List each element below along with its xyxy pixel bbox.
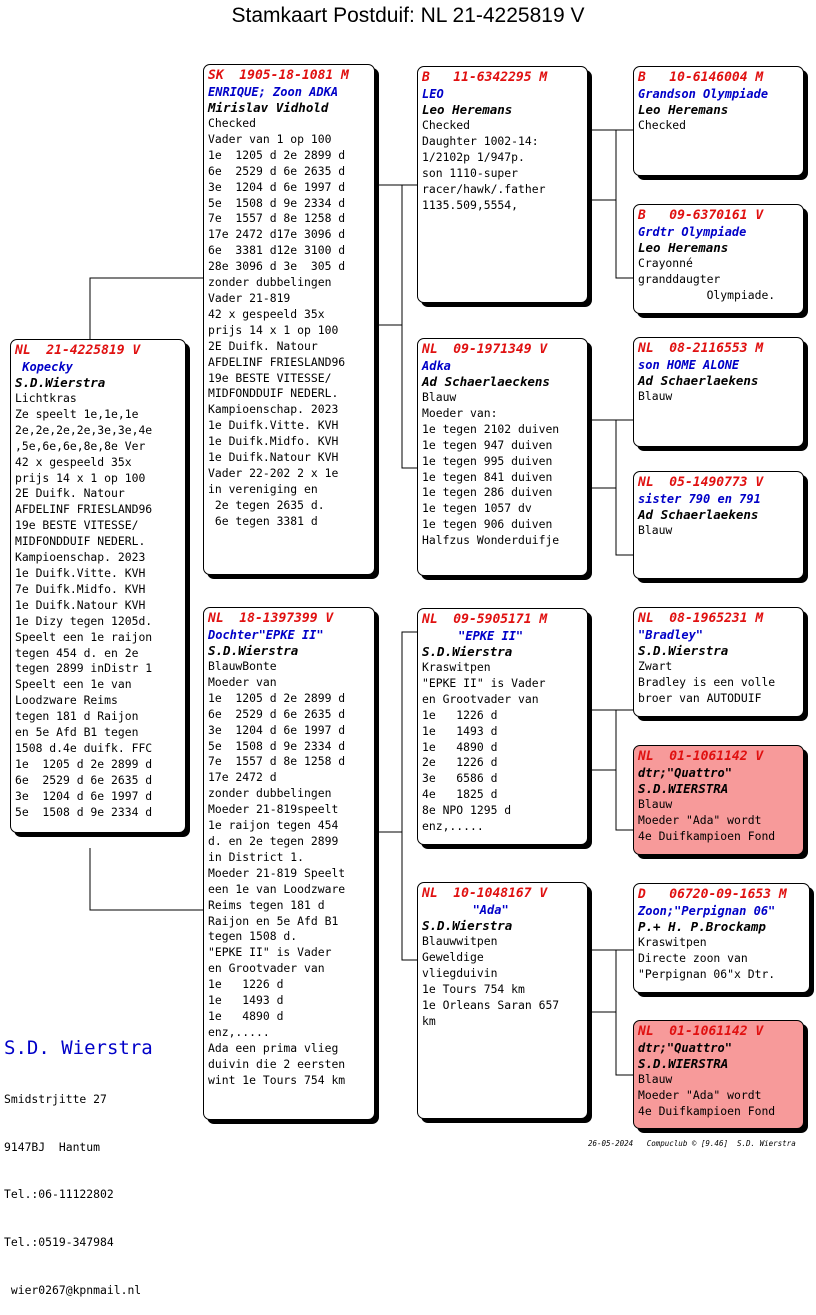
info-line: Blauw (422, 390, 457, 404)
phone-landline: Tel.:0519-347984 (4, 1234, 114, 1249)
info-line: 6e 2529 d 6e 2635 d (15, 772, 153, 787)
owner-name: S.D.WIERSTRA (638, 781, 729, 796)
info-line: Checked (638, 118, 687, 132)
info-line: 1e 1226 d (422, 707, 498, 722)
info-line: Lichtkras (15, 391, 77, 405)
info-line: 2E Duifk. Natour (208, 338, 318, 353)
pigeon-name: Zoon;"Perpignan 06" (638, 904, 776, 918)
ring-number: NL 10-1048167 V (422, 886, 548, 901)
info-line: ,5e,6e,6e,8e,8e Ver (15, 438, 146, 453)
info-line: Moeder 21-819speelt (208, 802, 339, 817)
info-line: 3e 1204 d 6e 1997 d (208, 722, 346, 737)
info-line: 6e tegen 3381 d (208, 513, 318, 528)
info-line: Vader 22-202 2 x 1e (208, 465, 339, 480)
info-line: Kampioenschap. 2023 (208, 402, 339, 417)
pedigree-card-dam-sire (417, 608, 588, 845)
info-line: tegen 2899 inDistr 1 (15, 661, 153, 676)
info-line: Loodzware Reims (15, 693, 118, 708)
info-line: 1e 1226 d (208, 977, 284, 992)
pedigree-card-dam-sire-dam (633, 745, 804, 855)
ring-number: NL 01-1061142 V (638, 1024, 764, 1039)
info-line: 1e 1493 d (422, 723, 498, 738)
ring-number: NL 21-4225819 V (15, 343, 141, 358)
info-line: 2e 1226 d (422, 755, 498, 770)
pedigree-card-sire (203, 64, 375, 575)
pigeon-name: Kopecky (15, 360, 73, 374)
info-line: Blauwwitpen (422, 934, 498, 948)
info-line: 3e 1204 d 6e 1997 d (208, 179, 346, 194)
info-line: tegen 454 d. en 2e (15, 645, 139, 660)
owner-name: Mirislav Vidhold (208, 100, 329, 115)
info-line: Ze speelt 1e,1e,1e (15, 406, 139, 421)
info-line: broer van AUTODUIF (638, 690, 762, 705)
pigeon-name: "Bradley" (638, 628, 704, 642)
info-line: 1e raijon tegen 454 (208, 818, 339, 833)
pedigree-card-sire-dam-sire (633, 337, 804, 447)
owner-name: Leo Heremans (638, 240, 729, 255)
info-line: 1e tegen 906 duiven (422, 517, 553, 532)
info-line: Moeder van: (422, 405, 498, 420)
info-line: "EPKE II" is Vader (208, 945, 332, 960)
info-line: Blauw (638, 523, 673, 537)
info-line: 5e 1508 d 9e 2334 d (208, 195, 346, 210)
pigeon-name: ENRIQUE; Zoon ADKA (208, 85, 339, 99)
info-line: zonder dubbelingen (208, 786, 332, 801)
info-line: 19e BESTE VITESSE/ (208, 370, 332, 385)
info-line: en Grootvader van (208, 961, 325, 976)
ring-number: B 10-6146004 M (638, 70, 764, 85)
ring-number: SK 1905-18-1081 M (208, 68, 349, 83)
info-line: son 1110-super (422, 165, 519, 180)
ring-number: D 06720-09-1653 M (638, 887, 787, 902)
info-line: 4e Duifkampioen Fond (638, 828, 776, 843)
info-line: 3e 6586 d (422, 771, 498, 786)
info-line: 1e Dizy tegen 1205d. (15, 613, 153, 628)
ring-number: NL 01-1061142 V (638, 749, 764, 764)
owner-name: Ad Schaerlaeckens (422, 374, 550, 389)
pigeon-name: son HOME ALONE (638, 358, 740, 372)
info-line: Kampioenschap. 2023 (15, 550, 146, 565)
breeder-name: S.D. Wierstra (4, 1037, 153, 1059)
info-line: Blauw (638, 797, 673, 811)
info-line: 1e 4890 d (208, 1008, 284, 1023)
info-line: 1508 d.4e duifk. FFC (15, 740, 153, 755)
address-city: 9147BJ Hantum (4, 1139, 101, 1154)
pigeon-name: Grandson Olympiade (638, 87, 769, 101)
pigeon-name: sister 790 en 791 (638, 492, 761, 506)
info-line: AFDELINF FRIESLAND96 (208, 354, 346, 369)
owner-name: S.D.WIERSTRA (638, 1056, 729, 1071)
pigeon-name: Dochter"EPKE II" (208, 628, 324, 642)
info-line: Checked (208, 116, 257, 130)
address-street: Smidstrjitte 27 (4, 1091, 107, 1106)
info-line: 1e 1205 d 2e 2899 d (208, 690, 346, 705)
ring-number: NL 09-5905171 M (422, 612, 548, 627)
info-line: enz,..... (208, 1024, 270, 1039)
info-line: d. en 2e tegen 2899 (208, 833, 339, 848)
info-line: 1e tegen 995 duiven (422, 453, 553, 468)
info-line: Blauw (638, 389, 673, 403)
info-line: prijs 14 x 1 op 100 (208, 322, 339, 337)
info-line: Moeder "Ada" wordt (638, 812, 762, 827)
info-line: duivin die 2 eersten (208, 1056, 346, 1071)
owner-name: S.D.Wierstra (422, 644, 513, 659)
info-line: Raijon en 5e Afd B1 (208, 913, 339, 928)
info-line: 1e Duifk.Vitte. KVH (208, 418, 339, 433)
info-line: 3e 1204 d 6e 1997 d (15, 788, 153, 803)
info-line: "EPKE II" is Vader (422, 675, 546, 690)
info-line: wint 1e Tours 754 km (208, 1072, 346, 1087)
info-line: Blauw (638, 1072, 673, 1086)
owner-name: S.D.Wierstra (15, 375, 106, 390)
card-lines (422, 660, 583, 835)
owner-name: S.D.Wierstra (208, 643, 299, 658)
info-line: prijs 14 x 1 op 100 (15, 470, 146, 485)
info-line: 1135.509,5554, (422, 197, 519, 212)
email-address[interactable]: wier0267@kpnmail.nl (4, 1282, 142, 1297)
owner-name: Leo Heremans (638, 102, 729, 117)
info-line: Zwart (638, 659, 673, 673)
pedigree-card-sire-dam-dam (633, 471, 804, 579)
card-lines (422, 118, 583, 213)
info-line: 1e tegen 286 duiven (422, 485, 553, 500)
info-line: 1e Duifk.Midfo. KVH (208, 434, 339, 449)
info-line: 1e Orleans Saran 657 (422, 997, 560, 1012)
info-line: Speelt een 1e van (15, 677, 132, 692)
pedigree-card-dam-dam-dam (633, 1020, 804, 1129)
pedigree-card-dam-sire-sire (633, 607, 804, 717)
info-line: zonder dubbelingen (208, 275, 332, 290)
info-line: 4e 1825 d (422, 787, 498, 802)
info-line: Kraswitpen (422, 660, 491, 674)
pedigree-card-dam-dam-sire (633, 883, 810, 993)
pigeon-name: dtr;"Quattro" (638, 766, 732, 780)
info-line: en Grootvader van (422, 691, 539, 706)
info-line: Speelt een 1e raijon (15, 629, 153, 644)
info-line: 2E Duifk. Natour (15, 486, 125, 501)
owner-name: Ad Schaerlaekens (638, 373, 759, 388)
ring-number: NL 08-2116553 M (638, 341, 764, 356)
info-line: Directe zoon van (638, 950, 748, 965)
info-line: Reims tegen 181 d (208, 897, 325, 912)
pedigree-card-dam-dam (417, 882, 588, 1119)
ring-number: NL 09-1971349 V (422, 342, 548, 357)
info-line: 1e tegen 2102 duiven (422, 421, 560, 436)
info-line: Bradley is een volle (638, 674, 776, 689)
ring-number: NL 08-1965231 M (638, 611, 764, 626)
card-lines (422, 934, 583, 1029)
owner-name: S.D.Wierstra (422, 918, 513, 933)
pedigree-card-dam (203, 607, 375, 1120)
info-line: 1e tegen 841 duiven (422, 469, 553, 484)
pigeon-name: LEO (422, 87, 444, 101)
info-line: 1e 4890 d (422, 739, 498, 754)
breeder-contact (4, 1060, 141, 1315)
info-line: 1e 1493 d (208, 993, 284, 1008)
info-line: enz,..... (422, 819, 484, 834)
info-line: Checked (422, 118, 471, 132)
info-line: AFDELINF FRIESLAND96 (15, 502, 153, 517)
owner-name: Leo Heremans (422, 102, 513, 117)
ring-number: B 09-6370161 V (638, 208, 764, 223)
info-line: Moeder 21-819 Speelt (208, 865, 346, 880)
info-line: km (422, 1013, 436, 1028)
pigeon-name: Grdtr Olympiade (638, 225, 747, 239)
info-line: Moeder van (208, 674, 277, 689)
pigeon-name: dtr;"Quattro" (638, 1041, 732, 1055)
info-line: 6e 2529 d 6e 2635 d (208, 706, 346, 721)
info-line: 17e 2472 d (208, 770, 277, 785)
info-line: BlauwBonte (208, 659, 277, 673)
info-line: tegen 181 d Raijon (15, 709, 139, 724)
info-line: Halfzus Wonderduifje (422, 533, 560, 548)
info-line: in vereniging en (208, 481, 318, 496)
info-line: 1e tegen 947 duiven (422, 437, 553, 452)
info-line: 2e,2e,2e,2e,3e,3e,4e (15, 422, 153, 437)
info-line: 6e 2529 d 6e 2635 d (208, 163, 346, 178)
ring-number: B 11-6342295 M (422, 70, 548, 85)
info-line: 19e BESTE VITESSE/ (15, 518, 139, 533)
info-line: Moeder "Ada" wordt (638, 1087, 762, 1102)
info-line: 1e Duifk.Natour KVH (208, 450, 339, 465)
pedigree-card-sire-sire-sire (633, 66, 804, 176)
info-line: 5e 1508 d 9e 2334 d (15, 804, 153, 819)
info-line: 1e tegen 1057 dv (422, 501, 532, 516)
info-line: en 5e Afd B1 tegen (15, 725, 139, 740)
info-line: 1e 1205 d 2e 2899 d (15, 756, 153, 771)
info-line: MIDFONDDUIF NEDERL. (15, 534, 146, 549)
info-line: 7e Duifk.Midfo. KVH (15, 581, 146, 596)
info-line: Vader 21-819 (208, 290, 291, 305)
info-line: 5e 1508 d 9e 2334 d (208, 738, 346, 753)
info-line: Daughter 1002-14: (422, 133, 539, 148)
info-line: 8e NPO 1295 d (422, 803, 512, 818)
info-line: Geweldige (422, 949, 484, 964)
card-lines (422, 390, 583, 549)
info-line: MIDFONDDUIF NEDERL. (208, 386, 339, 401)
info-line: 7e 1557 d 8e 1258 d (208, 754, 346, 769)
info-line: Olympiade. (638, 287, 776, 302)
info-line: 6e 3381 d12e 3100 d (208, 243, 346, 258)
info-line: 1e Duifk.Natour KVH (15, 597, 146, 612)
owner-name: Ad Schaerlaekens (638, 507, 759, 522)
info-line: Crayonné (638, 256, 693, 270)
info-line: 42 x gespeeld 35x (15, 454, 132, 469)
owner-name: P.+ H. P.Brockamp (638, 919, 766, 934)
page-title: Stamkaart Postduif: NL 21-4225819 V (231, 4, 585, 27)
pedigree-card-sire-sire (417, 66, 588, 303)
info-line: 7e 1557 d 8e 1258 d (208, 211, 346, 226)
pigeon-name: "EPKE II" (422, 629, 524, 643)
info-line: Vader van 1 op 100 (208, 131, 332, 146)
pigeon-name: Adka (422, 359, 451, 373)
pedigree-card-sire-dam (417, 338, 588, 576)
print-stamp: 26-05-2024 Compuclub © [9.46] S.D. Wierstra (588, 1139, 796, 1148)
pedigree-card-main (10, 339, 186, 833)
card-lines (208, 116, 370, 530)
owner-name: S.D.Wierstra (638, 643, 729, 658)
info-line: 1/2102p 1/947p. (422, 149, 525, 164)
info-line: "Perpignan 06"x Dtr. (638, 966, 776, 981)
info-line: 1e 1205 d 2e 2899 d (208, 147, 346, 162)
info-line: 1e Tours 754 km (422, 981, 525, 996)
info-line: racer/hawk/.father (422, 181, 546, 196)
info-line: 1e Duifk.Vitte. KVH (15, 565, 146, 580)
pedigree-card-sire-sire-dam (633, 204, 804, 314)
info-line: 28e 3096 d 3e 305 d (208, 259, 346, 274)
card-lines (208, 659, 370, 1088)
info-line: 17e 2472 d17e 3096 d (208, 227, 346, 242)
ring-number: NL 18-1397399 V (208, 611, 334, 626)
info-line: 2e tegen 2635 d. (208, 497, 325, 512)
info-line: granddaugter (638, 271, 721, 286)
info-line: Ada een prima vlieg (208, 1040, 339, 1055)
info-line: Kraswitpen (638, 935, 707, 949)
phone-mobile: Tel.:06-11122802 (4, 1187, 114, 1202)
pigeon-name: "Ada" (422, 903, 509, 917)
info-line: in District 1. (208, 849, 305, 864)
info-line: 42 x gespeeld 35x (208, 306, 325, 321)
info-line: tegen 1508 d. (208, 929, 298, 944)
info-line: 4e Duifkampioen Fond (638, 1103, 776, 1118)
ring-number: NL 05-1490773 V (638, 475, 764, 490)
info-line: vliegduivin (422, 965, 498, 980)
info-line: een 1e van Loodzware (208, 881, 346, 896)
card-lines (15, 391, 181, 820)
